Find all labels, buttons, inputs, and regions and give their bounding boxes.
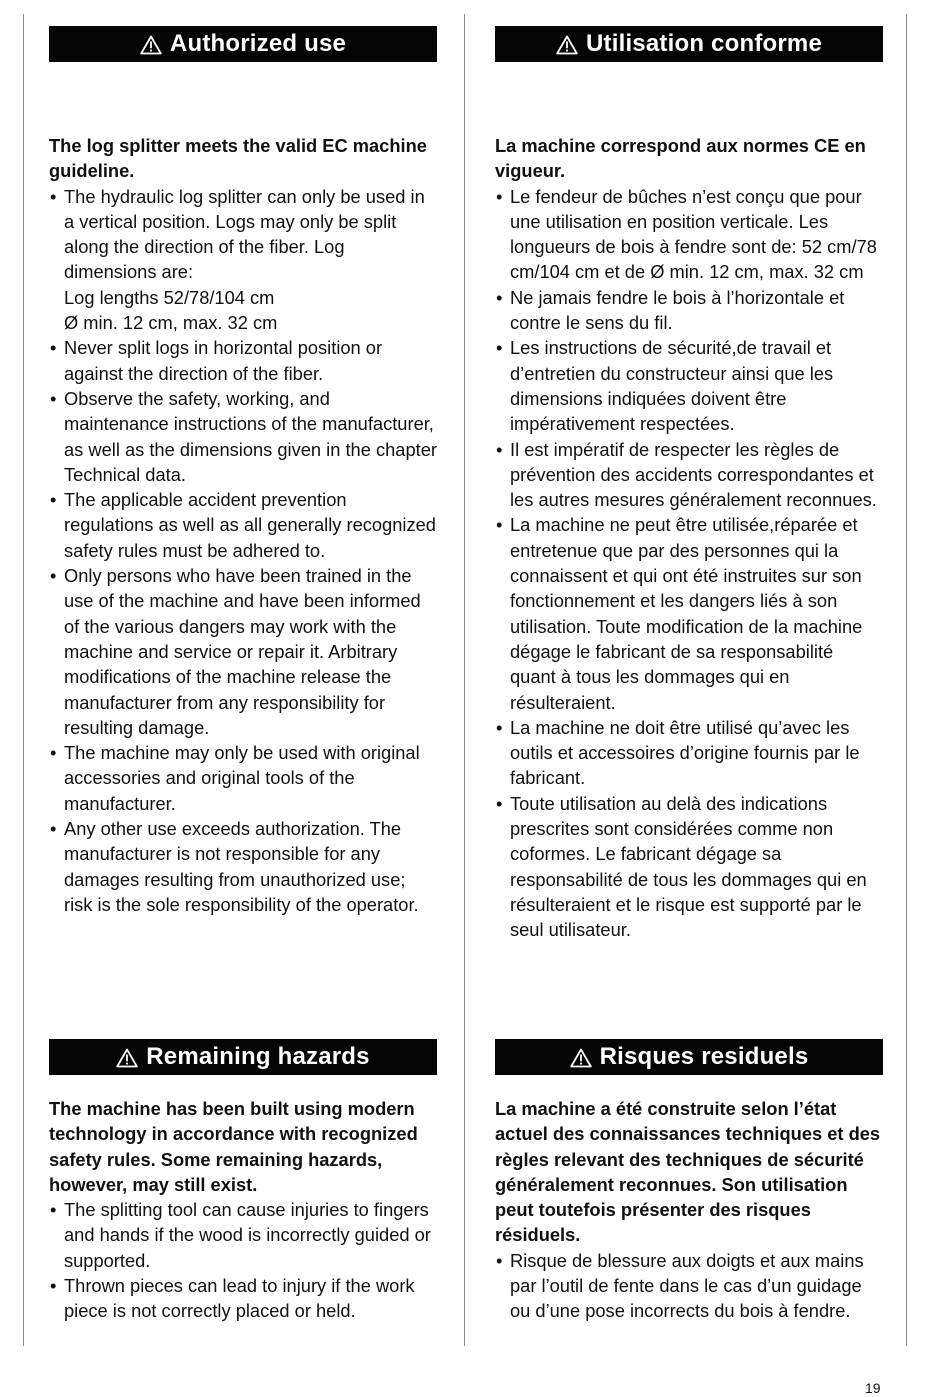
warning-triangle-icon — [116, 1048, 138, 1068]
bullet-item: • La machine ne doit être utilisé qu’avec les outils et accessoires d’origine fournis par le fabricant. — [495, 715, 883, 791]
bullet-item: • Any other use exceeds authorization. The manufacturer is not responsible for any damages resulting from unauthorized use; risk is the sole responsibility of the operator. — [49, 816, 437, 917]
bullet-item: • Never split logs in horizontal position or against the direction of the fiber. — [49, 335, 437, 386]
warning-triangle-icon — [556, 35, 578, 55]
authorized-use-section-fr — [495, 26, 883, 62]
section-title: Risques residuels — [599, 1043, 809, 1070]
log-diameter: Ø min. 12 cm, max. 32 cm — [64, 312, 278, 334]
center-divider-rule — [464, 14, 465, 1346]
bullet-item: • The applicable accident prevention regulations as well as all generally recognized safety rules must be adhered to. — [49, 487, 437, 563]
bullet-item: • Ne jamais fendre le bois à l’horizontale et contre le sens du fil. — [495, 285, 883, 336]
section-title: Remaining hazards — [146, 1043, 370, 1070]
section-title: Utilisation conforme — [585, 30, 823, 57]
section-header-remaining-hazards — [49, 1039, 437, 1075]
log-lengths: Log lengths 52/78/104 cm — [64, 286, 275, 308]
bullet-item: • The machine may only be used with original accessories and original tools of the manufacturer. — [49, 740, 437, 816]
intro-statement: La machine correspond aux normes CE en vigueur. — [495, 135, 866, 182]
bullet-item: • Il est impératif de respecter les règles de prévention des accidents correspondantes et les autres mesures généralement reconnues. — [495, 437, 883, 513]
left-margin-rule — [23, 14, 24, 1346]
right-margin-rule — [906, 14, 907, 1346]
remaining-hazards-body-en — [49, 1096, 437, 1324]
warning-triangle-icon — [140, 35, 162, 55]
authorized-use-section-en — [49, 26, 437, 62]
intro-statement: La machine a été construite selon l’état actuel des connaissances techniques et des règles relevant des techniques de sécurité généralement reconnues. Son utilisation peut toutefois présenter des risques résiduels. — [495, 1098, 881, 1246]
bullet-item: • Risque de blessure aux doigts et aux mains par l’outil de fente dans le cas d’un guidage ou d’une pose incorrects du bois à fendre. — [495, 1248, 883, 1324]
authorized-use-body-fr — [495, 133, 883, 943]
remaining-hazards-body-fr — [495, 1096, 883, 1324]
bullet-item: • Les instructions de sécurité,de travail et d’entretien du constructeur ainsi que les dimensions indiquées doivent être impérativement respectées. — [495, 335, 883, 436]
remaining-hazards-section-en — [49, 1039, 437, 1075]
bullet-item: • La machine ne peut être utilisée,réparée et entretenue que par des personnes qui la connaissent et qui ont été instruites sur son fonctionnement et les dangers liés à son utilisation. Toute modification de la machine dégage le fabricant de sa responsabilité quant à tous les dommages qui en résulteraient. — [495, 512, 883, 714]
authorized-use-body-en — [49, 133, 437, 917]
bullet-item: • Thrown pieces can lead to injury if the work piece is not correctly placed or held. — [49, 1273, 437, 1324]
bullet-item: • Observe the safety, working, and maintenance instructions of the manufacturer, as well as the dimensions given in the chapter Technical data. — [49, 386, 437, 487]
section-header-risques-residuels — [495, 1039, 883, 1075]
bullet-item: • Le fendeur de bûches n’est conçu que pour une utilisation en position verticale. Les longueurs de bois à fendre sont de: 52 cm/78 cm/104 cm et de Ø min. 12 cm, max. 32 cm — [495, 184, 883, 285]
section-title: Authorized use — [169, 30, 347, 57]
warning-triangle-icon — [570, 1048, 592, 1068]
bullet-item: • Toute utilisation au delà des indications prescrites sont considérées comme non coformes. Le fabricant dégage sa responsabilité de tous les dommages qui en résulteraient et le risque est supporté par le seul utilisateur. — [495, 791, 883, 943]
intro-statement: The log splitter meets the valid EC machine guideline. — [49, 135, 427, 182]
remaining-hazards-section-fr — [495, 1039, 883, 1075]
section-header-authorized-use — [49, 26, 437, 62]
bullet-item: • The splitting tool can cause injuries to fingers and hands if the wood is incorrectly guided or supported. — [49, 1197, 437, 1273]
bullet-item: • The hydraulic log splitter can only be used in a vertical position. Logs may only be split along the direction of the fiber. Log dimensions are: Log lengths 52/78/104 cm Ø min. 12 cm, max. 32 cm — [49, 184, 437, 336]
page-number: 19 — [865, 1380, 881, 1396]
bullet-item: • Only persons who have been trained in the use of the machine and have been informed of the various dangers may work with the machine and service or repair it. Arbitrary modifications of the machine release the manufacturer from any responsibility for resulting damage. — [49, 563, 437, 740]
section-header-utilisation-conforme — [495, 26, 883, 62]
intro-statement: The machine has been built using modern technology in accordance with recognized safety rules. Some remaining hazards, however, may still exist. — [49, 1098, 418, 1195]
